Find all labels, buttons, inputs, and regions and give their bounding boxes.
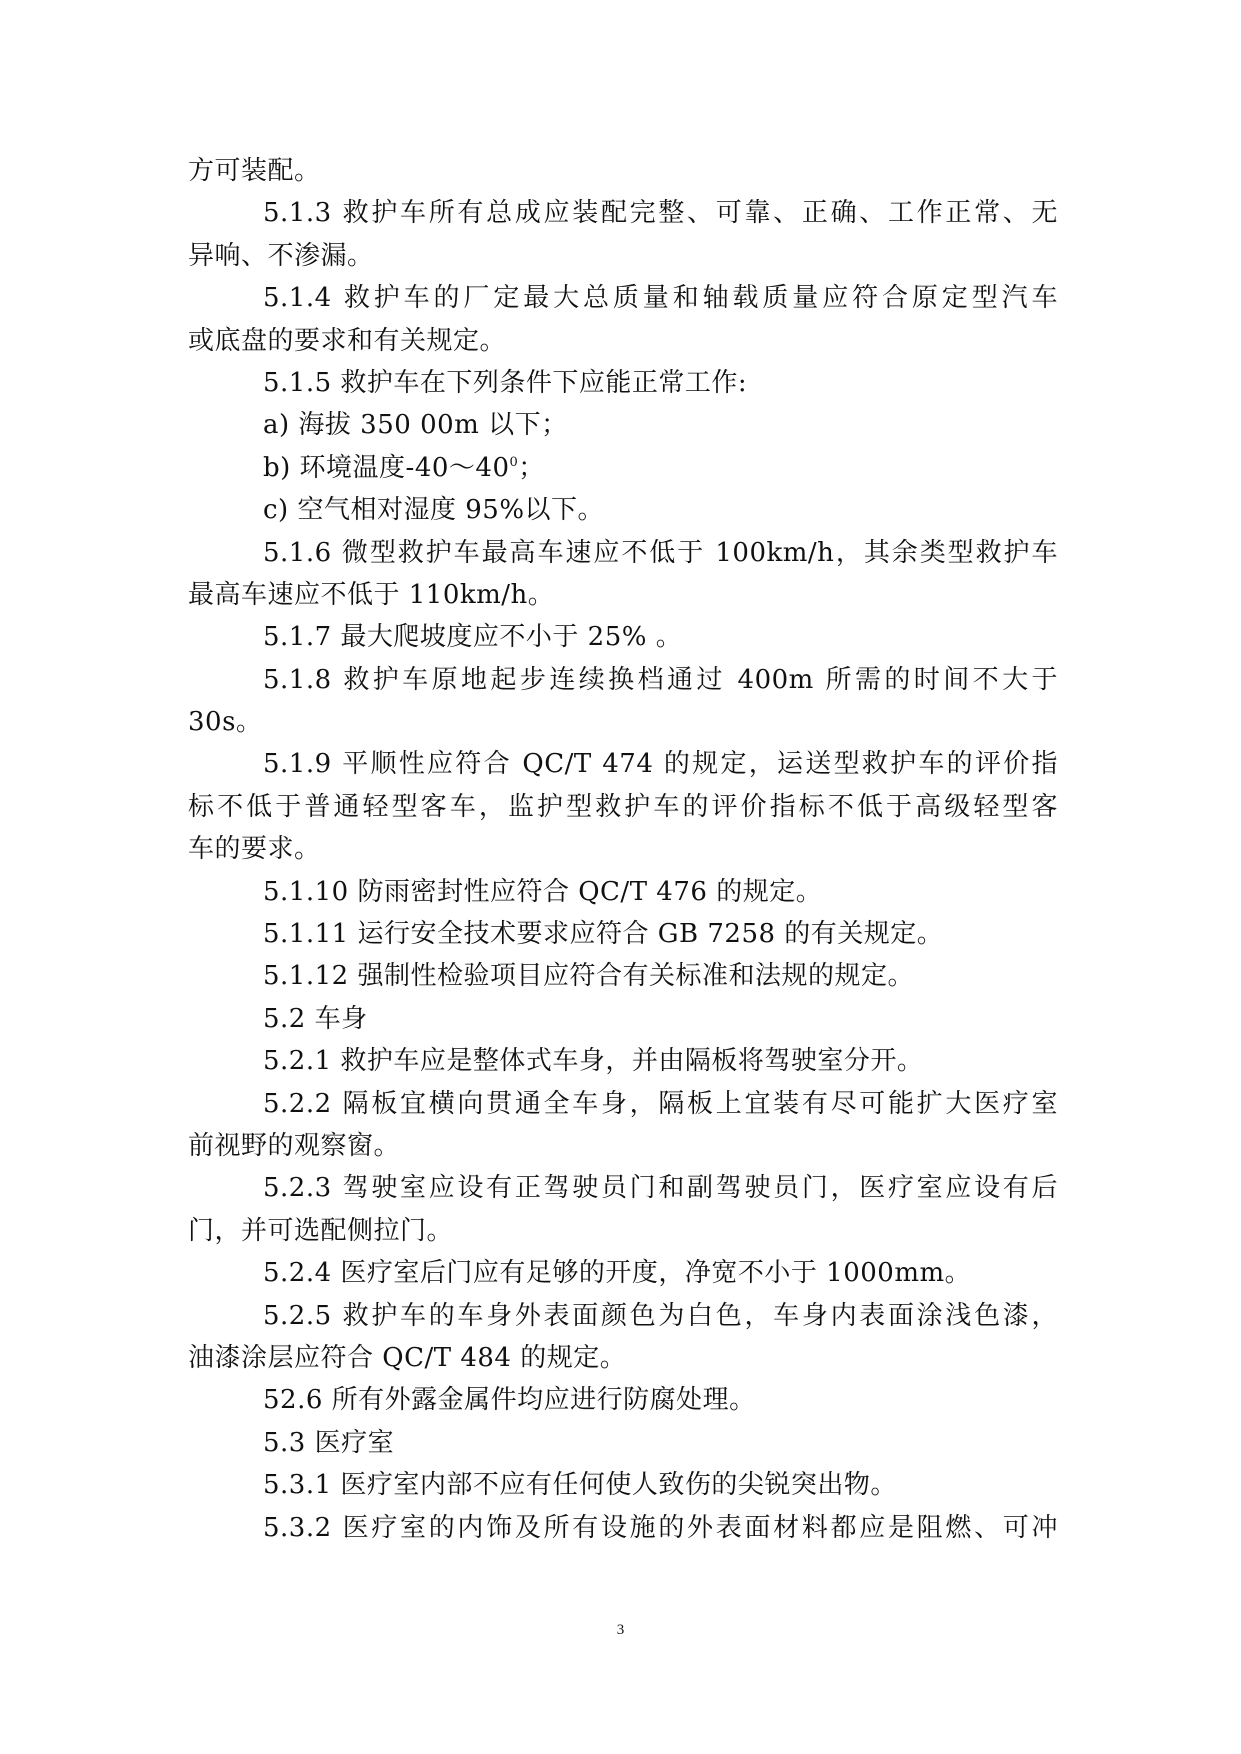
text-line: 5.3.2 医疗室的内饰及所有设施的外表面材料都应是阻燃、可冲: [263, 1512, 1058, 1543]
text-line: [188, 447, 1058, 489]
text-line: 标不低于普通轻型客车，监护型救护车的评价指标不低于高级轻型客: [188, 791, 1058, 822]
text-line: 52.6 所有外露金属件均应进行防腐处理。: [263, 1385, 756, 1416]
text-line: 5.1.4 救护车的厂定最大总质量和轴载质量应符合原定型汽车: [263, 283, 1058, 314]
text-line: 5.2.3 驾驶室应设有正驾驶员门和副驾驶员门，医疗室应设有后: [263, 1173, 1058, 1204]
text-line: 前视野的观察窗。: [188, 1130, 401, 1161]
text-line: 5.2.2 隔板宜横向贯通全车身，隔板上宜装有尽可能扩大医疗室: [263, 1088, 1058, 1119]
text-line: 5.2.5 救护车的车身外表面颜色为白色，车身内表面涂浅色漆，: [263, 1300, 1058, 1331]
text-line: 或底盘的要求和有关规定。: [188, 325, 507, 356]
text-line: 5.3.1 医疗室内部不应有任何使人致伤的尖锐突出物。: [263, 1470, 897, 1501]
text-line: 5.1.7 最大爬坡度应不小于 25% 。: [263, 622, 683, 653]
text-line: 5.2.4 医疗室后门应有足够的开度，净宽不小于 1000mm。: [263, 1258, 972, 1289]
text-line: 30s。: [188, 707, 263, 738]
section-heading: 5.2 车身: [263, 1003, 368, 1034]
text-line: 5.1.8 救护车原地起步连续换档通过 400m 所需的时间不大于: [263, 664, 1058, 695]
text-line: a) 海拔 350 00m 以下；: [263, 410, 568, 441]
text-line: 方可装配。: [188, 156, 321, 186]
text-line: 5.1.9 平顺性应符合 QC/T 474 的规定，运送型救护车的评价指: [263, 749, 1058, 780]
text-line: 异响、不渗漏。: [188, 240, 374, 271]
text-line: 5.2.1 救护车应是整体式车身，并由隔板将驾驶室分开。: [263, 1046, 924, 1077]
text-line: 5.1.10 防雨密封性应符合 QC/T 476 的规定。: [263, 876, 823, 907]
text-span: b) 环境温度-40～40: [263, 452, 510, 483]
text-line: 5.1.3 救护车所有总成应装配完整、可靠、正确、工作正常、无: [263, 198, 1058, 229]
superscript: 0: [509, 454, 519, 470]
text-line: 最高车速应不低于 110km/h。: [188, 579, 555, 610]
text-span: ；: [518, 452, 545, 483]
text-line: 车的要求。: [188, 834, 321, 865]
text-line: c) 空气相对湿度 95%以下。: [263, 495, 605, 526]
text-line: 5.1.12 强制性检验项目应符合有关标准和法规的规定。: [263, 961, 914, 992]
text-line: 5.1.11 运行安全技术要求应符合 GB 7258 的有关规定。: [263, 919, 944, 950]
text-line: 5.1.5 救护车在下列条件下应能正常工作:: [263, 367, 748, 398]
text-line: 5.1.6 微型救护车最高车速应不低于 100km/h，其余类型救护车: [263, 537, 1058, 568]
section-heading: 5.3 医疗室: [263, 1427, 395, 1458]
text-line: 油漆涂层应符合 QC/T 484 的规定。: [188, 1342, 627, 1373]
text-line: 门，并可选配侧拉门。: [188, 1215, 454, 1246]
page-number: 3: [616, 1622, 625, 1638]
document-page: [188, 150, 1058, 1549]
